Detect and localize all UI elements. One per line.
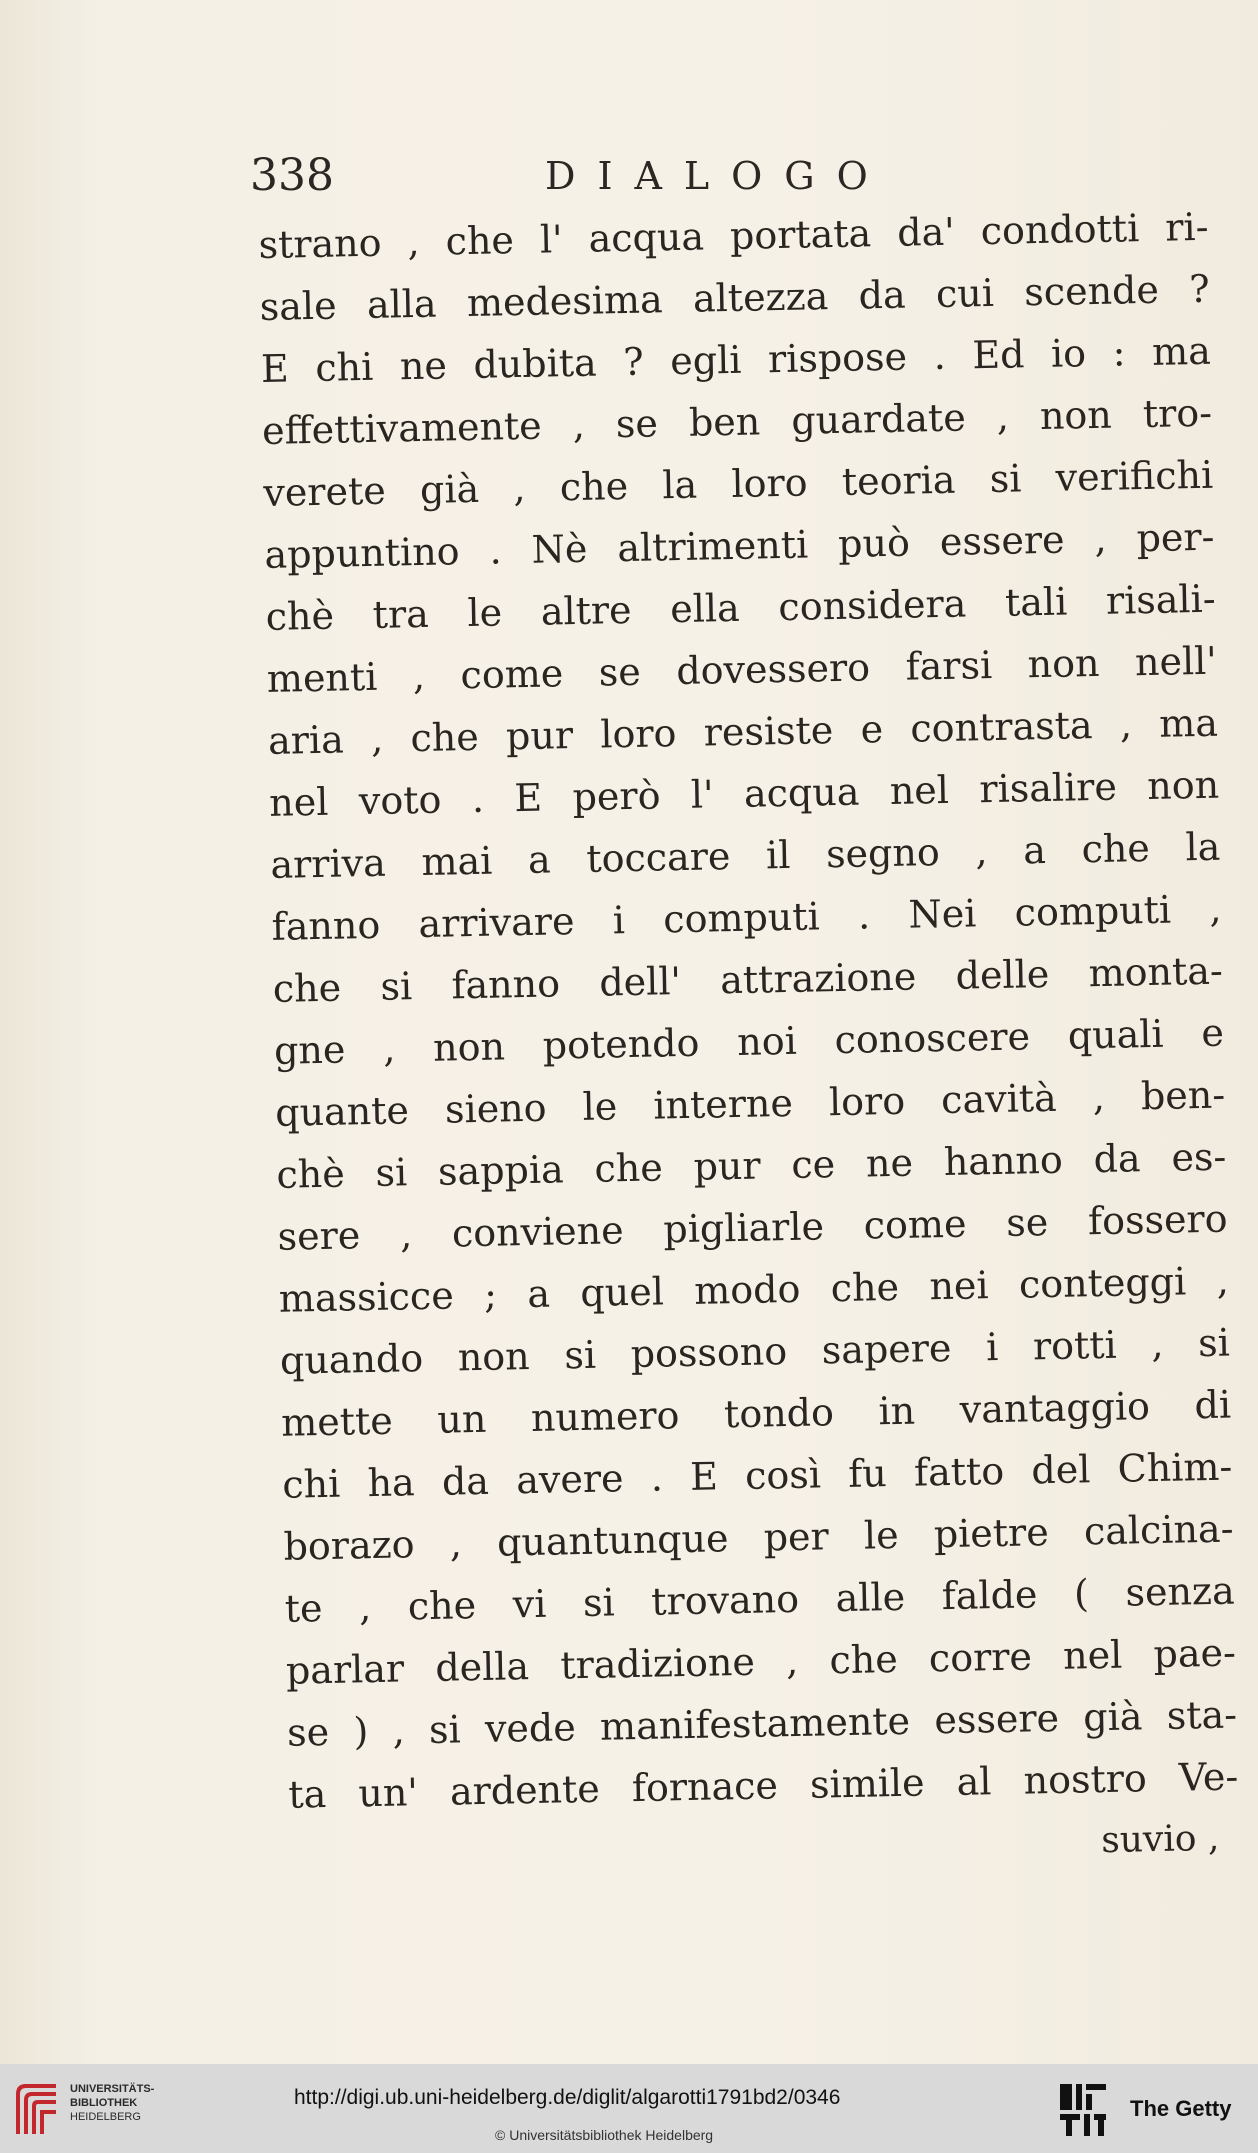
library-emblem-icon bbox=[12, 2080, 64, 2138]
text-line: effettivamente , se ben guardate , non tro- bbox=[261, 390, 1213, 453]
getty-logo[interactable] bbox=[1058, 2082, 1248, 2142]
text-line: appuntino . Nè altrimenti può essere , per- bbox=[264, 514, 1215, 577]
text-line: borazo , quantunque per le pietre calcina- bbox=[283, 1506, 1234, 1569]
text-line: menti , come se dovessero farsi non nell' bbox=[266, 638, 1218, 701]
text-line: E chi ne dubita ? egli rispose . Ed io : ma bbox=[260, 328, 1212, 391]
library-name bbox=[70, 2082, 180, 2124]
text-line: sere , conviene pigliarle come se fossero bbox=[277, 1196, 1228, 1259]
text-line: quando non si possono sapere i rotti , si bbox=[279, 1320, 1231, 1383]
text-line: verete già , che la loro teoria si verifichi bbox=[262, 452, 1214, 515]
text-line: gne , non potendo noi conoscere quali e bbox=[273, 1010, 1225, 1073]
text-line: se ) , si vede manifestamente essere già sta- bbox=[286, 1692, 1238, 1755]
text-line: te , che vi si trovano alle falde ( senza bbox=[284, 1568, 1236, 1631]
text-line: arriva mai a toccare il segno , a che la bbox=[270, 824, 1221, 887]
footer-bar bbox=[0, 2064, 1258, 2153]
text-line: massicce ; a quel modo che nei conteggi , bbox=[278, 1258, 1230, 1321]
page-heading: DIALOGO bbox=[545, 154, 890, 198]
text-line: ta un' ardente fornace simile al nostro Ve- bbox=[287, 1754, 1239, 1817]
text-line: nel voto . E però l' acqua nel risalire non bbox=[268, 762, 1220, 825]
text-line: fanno arrivare i computi . Nei computi , bbox=[271, 886, 1222, 949]
library-name-line: BIBLIOTHEK bbox=[70, 2097, 138, 2109]
text-line: chè si sappia che pur ce ne hanno da es- bbox=[276, 1134, 1227, 1197]
library-logo[interactable] bbox=[12, 2080, 172, 2140]
library-name-line: HEIDELBERG bbox=[70, 2111, 141, 2123]
text-line: chè tra le altre ella considera tali risali- bbox=[265, 576, 1216, 639]
text-line: chi ha da avere . E così fu fatto del Chim- bbox=[281, 1444, 1233, 1507]
page-number: 338 bbox=[250, 150, 334, 201]
text-line: parlar della tradizione , che corre nel pae- bbox=[285, 1630, 1237, 1693]
text-line: strano , che l' acqua portata da' condotti ri- bbox=[258, 204, 1209, 267]
text-line: sale alla medesima altezza da cui scende ? bbox=[259, 266, 1211, 329]
permalink-url[interactable]: http://digi.ub.uni-heidelberg.de/diglit/algarotti1791bd2/0346 bbox=[294, 2086, 841, 2109]
text-line: quante sieno le interne loro cavità , ben- bbox=[274, 1072, 1226, 1135]
running-head bbox=[250, 150, 1190, 206]
getty-mark-icon bbox=[1058, 2082, 1110, 2138]
copyright-notice: © Universitätsbibliothek Heidelberg bbox=[495, 2127, 714, 2143]
catchword: suvio , bbox=[1100, 1817, 1220, 1862]
sponsor-name: The Getty bbox=[1130, 2096, 1232, 2121]
body-text bbox=[258, 196, 1240, 1888]
text-line: aria , che pur loro resiste e contrasta , ma bbox=[267, 700, 1219, 763]
text-line: che si fanno dell' attrazione delle monta- bbox=[272, 948, 1224, 1011]
library-name-line: UNIVERSITÄTS- bbox=[70, 2083, 155, 2095]
text-line: mette un numero tondo in vantaggio di bbox=[280, 1382, 1232, 1445]
